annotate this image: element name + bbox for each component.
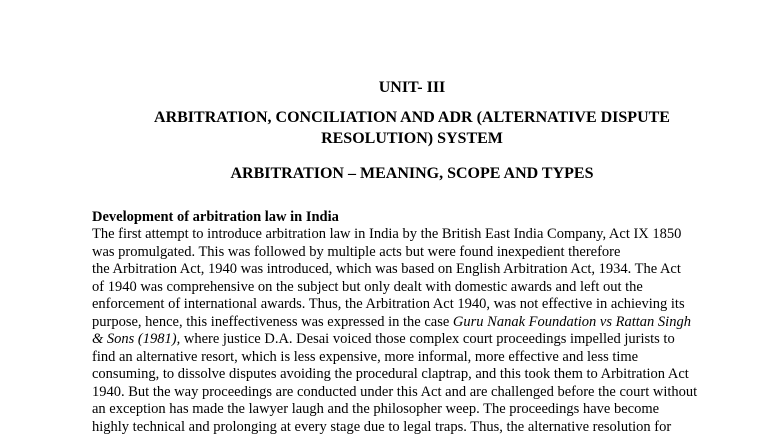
paragraph-line: of 1940 was comprehensive on the subject but only dealt with domestic awards and left out the xyxy=(92,278,643,295)
section-heading: Development of arbitration law in India xyxy=(92,209,339,225)
line-text: purpose, hence, this ineffectiveness was expressed in the case xyxy=(92,313,453,330)
paragraph-line: was promulgated. This was followed by multiple acts but were found inexpedient therefore xyxy=(92,243,621,260)
paragraph-line: 1940. But the way proceedings are conducted under this Act and are challenged before the court without xyxy=(92,383,698,400)
paragraph-line: highly technical and prolonging at every stage due to legal traps. Thus, the alternative resolution for xyxy=(92,418,672,435)
paragraph-line: the Arbitration Act, 1940 was introduced, which was based on English Arbitration Act, 1934. The Act xyxy=(92,261,681,277)
paragraph-line: consuming, to dissolve disputes avoiding the procedural claptrap, and this took them to Arbitration Act xyxy=(92,366,689,382)
case-citation: & Sons (1981), xyxy=(92,331,181,347)
line-text: where justice D.A. Desai voiced those complex court proceedings impelled jurists to xyxy=(180,331,675,347)
paragraph-line: find an alternative resort, which is less expensive, more informal, more effective and less time xyxy=(92,348,639,365)
chapter-subtitle: ARBITRATION – MEANING, SCOPE AND TYPES xyxy=(230,165,594,182)
paragraph-line: The first attempt to introduce arbitration law in India by the British East India Company, Act IX 1850 xyxy=(92,226,682,242)
chapter-title xyxy=(92,107,732,149)
body-paragraph xyxy=(92,226,772,436)
paragraph-line: an exception has made the lawyer laugh and the philosopher weep. The proceedings have become xyxy=(92,401,660,417)
chapter-title-line-2: RESOLUTION) SYSTEM xyxy=(321,130,503,147)
paragraph-line xyxy=(92,314,772,332)
paragraph-line: enforcement of international awards. Thus, the Arbitration Act 1940, was not effective in achieving its xyxy=(92,296,685,312)
chapter-title-line-1: ARBITRATION, CONCILIATION AND ADR (ALTERNATIVE DISPUTE xyxy=(154,109,670,126)
paragraph-line xyxy=(92,331,772,349)
case-citation: Guru Nanak Foundation vs Rattan Singh xyxy=(452,313,691,330)
unit-heading: UNIT- III xyxy=(378,79,446,96)
